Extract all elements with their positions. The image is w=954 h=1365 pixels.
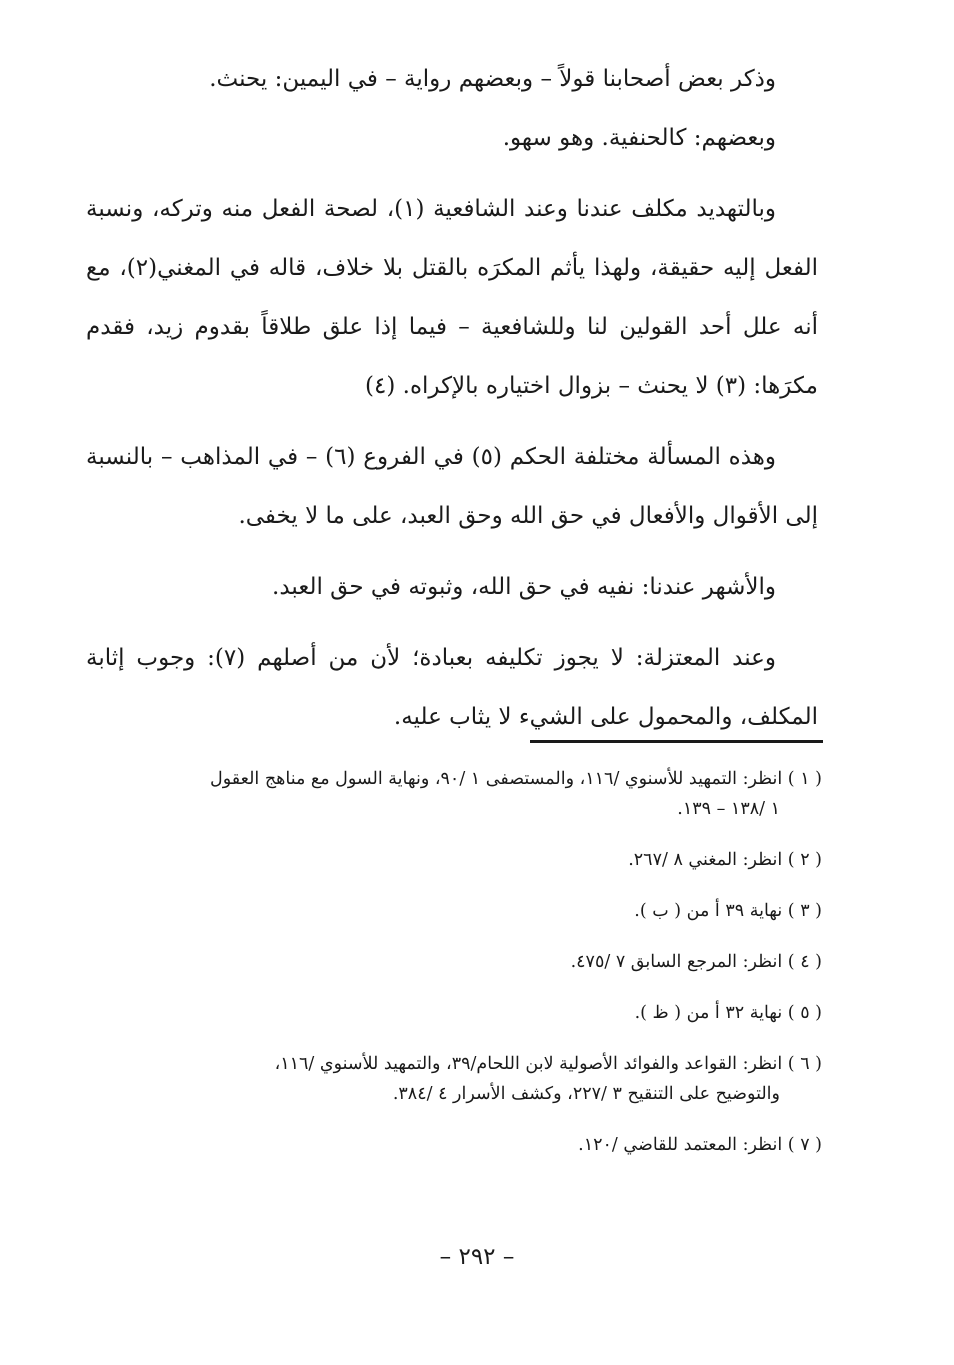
paragraph: وعند المعتزلة: لا يجوز تكليفه بعبادة؛ لأن من أصلهم (٧): وجوب إثابة المكلف، والمحمول على الشيء لا يثاب عليه. <box>86 645 818 730</box>
footnote-continuation: ١ /١٣٨ – ١٣٩. <box>677 799 780 819</box>
footnote-text: ( ٥ ) نهاية ٣٢ أ من ( ظ ). <box>634 1003 822 1023</box>
footnote <box>86 896 822 926</box>
footnote <box>86 845 822 875</box>
footnotes <box>86 764 822 1181</box>
paragraph: وبالتهديد مكلف عندنا وعند الشافعية (١)، لصحة الفعل منه وتركه، ونسبة الفعل إليه حقيقة، ولهذا يأثم المكرَه بالقتل بلا خلاف، قاله في المغني(٢)، مع أنه علل أحد القولين لنا وللشافعية – فيما إذا علق طلاقاً بقدوم زيد، فقدم مكرَها: (٣) لا يحنث – بزوال اختياره بالإكراه. (٤) <box>86 196 818 399</box>
footnote-text: ( ٣ ) نهاية ٣٩ أ من ( ب ). <box>634 901 822 921</box>
main-text <box>86 50 818 747</box>
footnote-text: ( ١ ) انظر: التمهيد للأسنوي /١١٦، والمستصفى ١ /٩٠، ونهاية السول مع مناهج العقول <box>210 769 822 789</box>
footnote-text: ( ٦ ) انظر: القواعد والفوائد الأصولية لابن اللحام/٣٩، والتمهيد للأسنوي /١١٦، <box>274 1054 822 1074</box>
footnote <box>86 998 822 1028</box>
footnote-text: ( ٢ ) انظر: المغني ٨ /٢٦٧. <box>628 850 822 870</box>
footnote-text: ( ٤ ) انظر: المرجع السابق ٧ /٤٧٥. <box>570 952 822 972</box>
footnote-text: ( ٧ ) انظر: المعتمد للقاضي /١٢٠. <box>578 1135 822 1155</box>
footnote-separator <box>530 740 823 743</box>
footnote <box>86 764 822 824</box>
page-number: – ٢٩٢ – <box>439 1244 515 1270</box>
footnote <box>86 1130 822 1160</box>
paragraph: وذكر بعض أصحابنا قولاً – وبعضهم رواية – في اليمين: يحنث. <box>209 66 776 92</box>
paragraph: وهذه المسألة مختلفة الحكم (٥) في الفروع (٦) – في المذاهب – بالنسبة إلى الأقوال والأفعال في حق الله وحق العبد، على ما لا يخفى. <box>86 444 818 529</box>
footnote <box>86 947 822 977</box>
paragraph: وبعضهم: كالحنفية. وهو سهو. <box>502 125 776 151</box>
footnote-continuation: والتوضيح على التنقيح ٣ /٢٢٧، وكشف الأسرار ٤ /٣٨٤. <box>392 1084 780 1104</box>
footnote <box>86 1049 822 1109</box>
paragraph: والأشهر عندنا: نفيه في حق الله، وثبوته في حق العبد. <box>272 574 776 600</box>
